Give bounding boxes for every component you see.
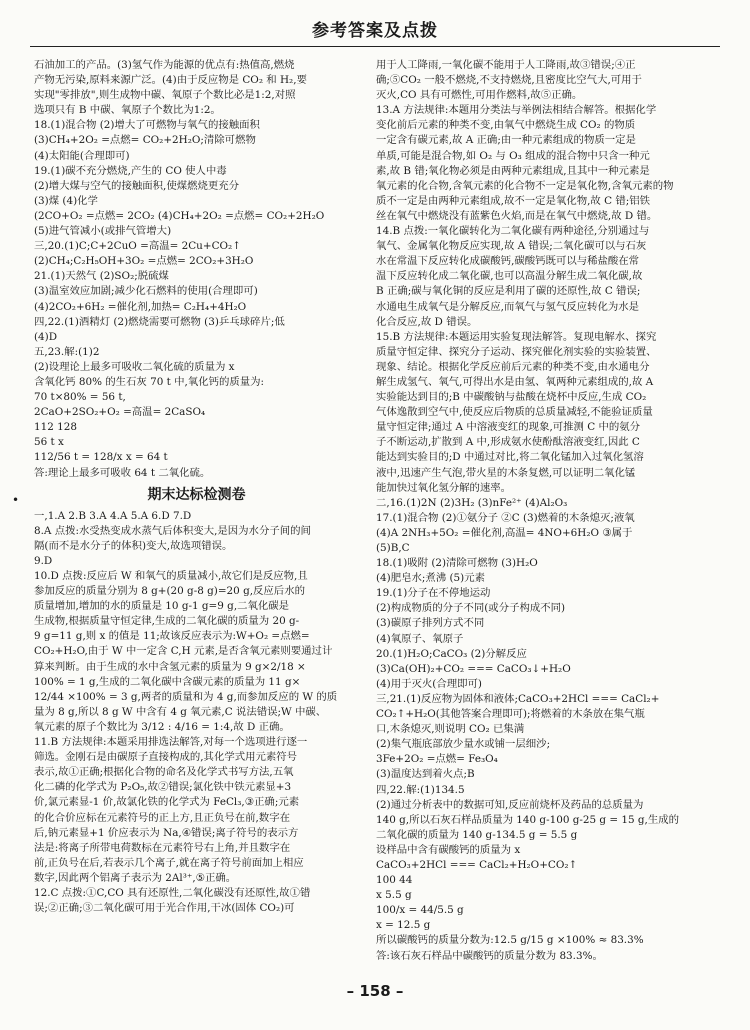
text-line: 18.(1)吸附 (2)清除可燃物 (3)H₂O bbox=[376, 557, 538, 570]
text-line: 算来判断。由于生成的水中含氢元素的质量为 9 g×2/18 × bbox=[34, 660, 306, 673]
text-line: 口,木条熄灭,则说明 CO₂ 已集满 bbox=[376, 723, 525, 736]
text-line: 氧元素的原子个数比为 3/12 : 4/16 = 1:4,故 D 正确。 bbox=[34, 720, 290, 733]
text-line: 三,20.(1)C;C+2CuO =高温= 2Cu+CO₂↑ bbox=[34, 240, 241, 253]
text-line: 13.A 方法规律:本题用分类法与举例法相结合解答。根据化学 bbox=[376, 104, 657, 117]
text-line: 二,16.(1)2N (2)3H₂ (3)nFe²⁺ (4)Al₂O₃ bbox=[376, 496, 568, 509]
text-line: 9.D bbox=[34, 554, 53, 567]
text-line: 答:该石灰石样品中碳酸钙的质量分数为 83.3%。 bbox=[376, 949, 603, 962]
text-line: 所以碳酸钙的质量分数为:12.5 g/15 g ×100% ≈ 83.3% bbox=[376, 934, 644, 947]
text-line: 水在常温下反应转化成碳酸钙,碳酸钙既可以与稀盐酸在常 bbox=[376, 255, 640, 268]
left-column bbox=[34, 58, 359, 916]
page-header bbox=[30, 6, 720, 52]
text-line: 19.(1)碳不充分燃烧,产生的 CO 使人中毒 bbox=[34, 164, 227, 177]
text-line: 四,22.(1)酒精灯 (2)燃烧需要可燃物 (3)乒乓球碎片;低 bbox=[34, 315, 285, 328]
text-line: 21.(1)天然气 (2)SO₂;脱硫煤 bbox=[34, 270, 169, 283]
text-line: 数字,因此两个铝离子表示为 2Al³⁺,⑤正确。 bbox=[34, 871, 237, 884]
text-line: 后,钠元素显+1 价应表示为 Na,④错误;离子符号的表示方 bbox=[34, 826, 299, 839]
text-line: x = 12.5 g bbox=[376, 919, 431, 932]
text-line: 解生成氢气、氧气,可得出水是由氢、氧两种元素组成的,故 A bbox=[376, 375, 654, 388]
text-line: 量为 8 g,所以 8 g W 中含有 4 g 氧元素,C 说法错误;W 中碳、 bbox=[34, 705, 327, 718]
margin-bullet-mark: • bbox=[12, 493, 20, 507]
text-line: 法是:将离子所带电荷数标在元素符号右上角,并且数字在 bbox=[34, 841, 291, 854]
text-line: 单质,可能是混合物,如 O₂ 与 O₃ 组成的混合物中只含一种元 bbox=[376, 149, 650, 162]
text-line: (4)2CO₂+6H₂ =催化剂,加热= C₂H₄+4H₂O bbox=[34, 300, 247, 313]
text-line: (3)Ca(OH)₂+CO₂ === CaCO₃↓+H₂O bbox=[376, 662, 571, 675]
right-column bbox=[376, 58, 716, 964]
text-line: 17.(1)混合物 (2)①氨分子 ②C (3)燃着的木条熄灭;液氧 bbox=[376, 511, 635, 524]
text-line: 112/56 t = 128/x x = 64 t bbox=[34, 451, 168, 464]
section-title: 期末达标检测卷 bbox=[147, 486, 246, 503]
text-line: (4)A 2NH₃+5O₂ =催化剂,高温= 4NO+6H₂O ③属于 bbox=[376, 526, 633, 539]
text-line: 前,正负号在后,若表示几个离子,就在离子符号前面加上相应 bbox=[34, 856, 304, 869]
text-line: 现象、结论。根据化学反应前后元素的种类不变,由水通电分 bbox=[376, 360, 650, 373]
text-line: (4)用于灭火(合理即可) bbox=[376, 677, 482, 690]
text-line: 产物无污染,原料来源广泛。(4)由于反应物是 CO₂ 和 H₂,要 bbox=[34, 74, 307, 87]
text-line: B 正确;碳与氧化铜的反应是利用了碳的还原性,故 C 错误; bbox=[376, 285, 641, 298]
text-line: 12/44 ×100% = 3 g,两者的质量和为 4 g,而参加反应的 W 的质 bbox=[34, 690, 338, 703]
text-line: 水通电生成氧气是分解反应,而氧气与氢气反应转化为水是 bbox=[376, 300, 640, 313]
text-line: 100/x = 44/5.5 g bbox=[376, 904, 464, 917]
text-line: 20.(1)H₂O;CaCO₃ (2)分解反应 bbox=[376, 647, 527, 660]
text-line: 三,21.(1)反应物为固体和液体;CaCO₃+2HCl === CaCl₂+ bbox=[376, 692, 660, 705]
text-line: 18.(1)混合物 (2)增大了可燃物与氧气的接触面积 bbox=[34, 119, 260, 132]
text-line: (4)肥皂水;煮沸 (5)元素 bbox=[376, 572, 485, 585]
text-line: 氧元素的化合物,含氧元素的化合物不一定是氧化物,含氧元素的物 bbox=[376, 179, 674, 192]
text-line: 12.C 点拨:①C,CO 具有还原性,二氧化碳没有还原性,故①错 bbox=[34, 886, 311, 899]
text-line: (2)设理论上最多可吸收二氧化硫的质量为 x bbox=[34, 360, 235, 373]
text-line: (2)增大煤与空气的接触面积,使煤燃烧更充分 bbox=[34, 179, 240, 192]
left-column-exam-answers bbox=[34, 509, 359, 917]
text-line: 二氧化碳的质量为 140 g-134.5 g = 5.5 g bbox=[376, 828, 578, 841]
text-line: 丝在氧气中燃烧没有蓝紫色火焰,而是在氧气中燃烧,故 D 错。 bbox=[376, 209, 658, 222]
text-line: 70 t×80% = 56 t, bbox=[34, 391, 126, 404]
text-line: 生成物,根据质量守恒定律,生成的二氧化碳的质量为 20 g- bbox=[34, 615, 300, 628]
text-line: 一定含有碳元素,故 A 正确;由一种元素组成的物质一定是 bbox=[376, 134, 636, 147]
text-line: (2)CH₄;C₂H₅OH+3O₂ =点燃= 2CO₂+3H₂O bbox=[34, 255, 254, 268]
text-line: 100% = 1 g,生成的二氧化碳中含碳元素的质量为 11 g× bbox=[34, 675, 301, 688]
text-line: 含氧化钙 80% 的生石灰 70 t 中,氧化钙的质量为: bbox=[34, 375, 265, 388]
text-line: 筛选。金刚石是由碳原子直接构成的,其化学式用元素符号 bbox=[34, 751, 298, 764]
text-line: 表示,故①正确;根据化合物的命名及化学式书写方法,五氧 bbox=[34, 766, 294, 779]
text-line: 2CaO+2SO₂+O₂ =高温= 2CaSO₄ bbox=[34, 406, 206, 419]
text-line: (4)太阳能(合理即可) bbox=[34, 149, 130, 162]
text-line: 化二磷的化学式为 P₂O₅,故②错误;氯化铁中铁元素显+3 bbox=[34, 781, 292, 794]
text-line: x 5.5 g bbox=[376, 889, 412, 902]
text-line: 量守恒定律;通过 A 中溶液变红的现象,可推测 C 中的氨分 bbox=[376, 421, 641, 434]
text-line: 变化前后元素的种类不变,由氧气中燃烧生成 CO₂ 的物质 bbox=[376, 119, 636, 132]
text-line: 氧气、金属氧化物反应实现,故 A 错误;二氧化碳可以与石灰 bbox=[376, 240, 647, 253]
text-line: (4)D bbox=[34, 330, 58, 343]
text-line: 一,1.A 2.B 3.A 4.A 5.A 6.D 7.D bbox=[34, 509, 192, 522]
text-line: 的化合价应标在元素符号的正上方,且正负号在前,数字在 bbox=[34, 811, 290, 824]
text-line: (2)通过分析表中的数据可知,反应前烧杯及药品的总质量为 bbox=[376, 798, 644, 811]
text-line: 温下反应转化成二氧化碳,也可以高温分解生成二氧化碳,故 bbox=[376, 270, 643, 283]
text-line: 112 128 bbox=[34, 421, 77, 434]
text-line: CO₂+H₂O,由于 W 中一定含 C,H 元素,是否含氧元素则要通过计 bbox=[34, 645, 333, 658]
page-number: – 158 – bbox=[346, 982, 404, 1000]
text-line: 化合反应,故 D 错误。 bbox=[376, 315, 478, 328]
text-line: (2)构成物质的分子不同(或分子构成不同) bbox=[376, 602, 566, 615]
text-line: (4)氧原子、氧原子 bbox=[376, 632, 464, 645]
text-line: 14.B 点拨:一氧化碳转化为二氧化碳有两种途径,分别通过与 bbox=[376, 225, 650, 238]
text-line: 实验能达到目的;B 中碳酸钠与盐酸在烧杯中反应,生成 CO₂ bbox=[376, 391, 647, 404]
text-line: 100 44 bbox=[376, 874, 413, 887]
header-divider bbox=[30, 46, 720, 47]
text-line: 11.B 方法规律:本题采用排选法解答,对每一个选项进行逐一 bbox=[34, 736, 308, 749]
text-line: 140 g,所以石灰石样品质量为 140 g-100 g-25 g = 15 g,生成的 bbox=[376, 813, 680, 826]
text-line: 隔(而不是水分子的体积)变大,故选项错误。 bbox=[34, 539, 233, 552]
text-line: 10.D 点拨:反应后 W 和氧气的质量减小,故它们是反应物,且 bbox=[34, 570, 308, 582]
text-line: (2CO+O₂ =点燃= 2CO₂ (4)CH₄+2O₂ =点燃= CO₂+2H₂O bbox=[34, 209, 325, 222]
header-title: 参考答案及点拨 bbox=[312, 21, 438, 41]
text-line: 价,氯元素显-1 价,故氯化铁的化学式为 FeCl₃,③正确;元素 bbox=[34, 796, 300, 809]
text-line: (3)温度达到着火点;B bbox=[376, 768, 475, 781]
text-line: 设样品中含有碳酸钙的质量为 x bbox=[376, 843, 521, 856]
text-line: CaCO₃+2HCl === CaCl₂+H₂O+CO₂↑ bbox=[376, 858, 578, 871]
text-line: (3)煤 (4)化学 bbox=[34, 194, 98, 207]
text-line: 素,故 B 错;氧化物必须是由两种元素组成,且其中一种元素是 bbox=[376, 164, 650, 177]
text-line: (5)进气管减小(或排气管增大) bbox=[34, 225, 172, 238]
text-line: 五,23.解:(1)2 bbox=[34, 345, 100, 358]
text-line: 灭火,CO 具有可燃性,可用作燃料,故⑤正确。 bbox=[376, 89, 583, 102]
text-line: (5)B,C bbox=[376, 542, 410, 554]
text-line: 选项只有 B 中碳、氧原子个数比为1:2。 bbox=[34, 104, 221, 117]
text-line: 石油加工的产品。(3)氢气作为能源的优点有:热值高,燃烧 bbox=[34, 59, 295, 71]
text-line: CO₂↑+H₂O(其他答案合理即可);将燃着的木条放在集气瓶 bbox=[376, 708, 645, 721]
text-line: 15.B 方法规律:本题运用实验复现法解答。复现电解水、探究 bbox=[376, 330, 657, 343]
text-line: (2)集气瓶底部放少量水或铺一层细沙; bbox=[376, 738, 551, 751]
text-line: 答:理论上最多可吸收 64 t 二氧化硫。 bbox=[34, 466, 211, 479]
text-line: 实现"零排放",则生成物中碳、氧原子个数比必是1:2,对照 bbox=[34, 89, 296, 102]
right-column-answers bbox=[376, 58, 716, 964]
text-line: 8.A 点拨:水受热变成水蒸气后体积变大,是因为水分子间的间 bbox=[34, 524, 311, 537]
text-line: (3)碳原子排列方式不同 bbox=[376, 617, 485, 630]
text-line: 液中,迅速产生气泡,带火星的木条复燃,可以证明二氧化锰 bbox=[376, 466, 636, 479]
text-line: 3Fe+2O₂ =点燃= Fe₃O₄ bbox=[376, 753, 498, 766]
left-column-answers bbox=[34, 58, 359, 481]
text-line: 9 g=11 g,则 x 的值是 11;故该反应表示为:W+O₂ =点燃= bbox=[34, 630, 310, 643]
text-line: 误;②正确;③二氧化碳可用于光合作用,干冰(固体 CO₂)可 bbox=[34, 902, 295, 915]
text-line: 子不断运动,扩散到 A 中,形成氨水使酚酞溶液变红,因此 C bbox=[376, 436, 640, 449]
text-line: 气体逸散到空气中,使反应后物质的总质量减轻,不能验证质量 bbox=[376, 406, 653, 419]
text-line: 19.(1)分子在不停地运动 bbox=[376, 587, 491, 600]
text-line: 确;⑤CO₂ 一般不燃烧,不支持燃烧,且密度比空气大,可用于 bbox=[376, 74, 642, 87]
text-line: 质不一定是由两种元素组成,故不一定是氧化物,故 C 错;铝铁 bbox=[376, 194, 651, 207]
text-line: 质量增加,增加的水的质量是 10 g-1 g=9 g,二氧化碳是 bbox=[34, 600, 290, 613]
text-line: 能达到实验目的;D 中通过对比,将二氧化锰加入过氧化氢溶 bbox=[376, 451, 644, 464]
text-line: 参加反应的质量分别为 8 g+(20 g-8 g)=20 g,反应后水的 bbox=[34, 585, 305, 598]
text-line: (3)温室效应加剧;减少化石燃料的使用(合理即可) bbox=[34, 285, 258, 298]
text-line: 能加快过氧化氢分解的速率。 bbox=[376, 481, 512, 494]
text-line: 四,22.解:(1)134.5 bbox=[376, 783, 465, 796]
text-line: 56 t x bbox=[34, 436, 64, 449]
text-line: 质量守恒定律、探究分子运动、探究催化剂实验的实验装置、 bbox=[376, 345, 657, 358]
text-line: 用于人工降雨,一氧化碳不能用于人工降雨,故③错误;④正 bbox=[376, 59, 636, 71]
text-line: (3)CH₄+2O₂ =点燃= CO₂+2H₂O;清除可燃物 bbox=[34, 134, 256, 147]
